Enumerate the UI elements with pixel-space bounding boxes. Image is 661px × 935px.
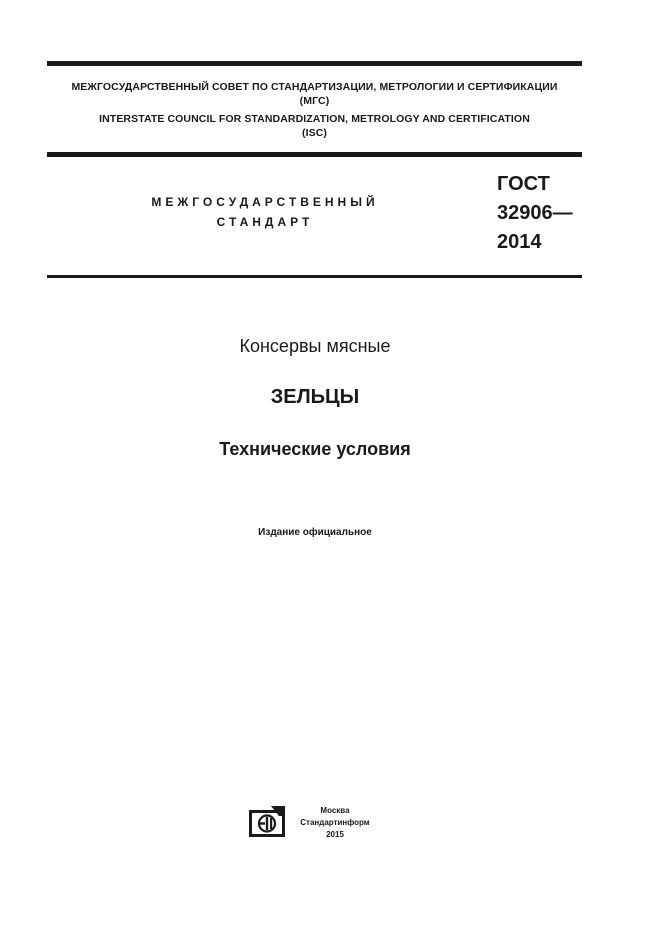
- publisher-name: Стандартинформ: [300, 818, 370, 827]
- standartinform-logo-icon: [249, 806, 287, 838]
- middle-rule: [47, 152, 582, 157]
- council-name-en-line1: INTERSTATE COUNCIL FOR STANDARDIZATION, METROLOGY AND CERTIFICATION: [99, 113, 530, 125]
- council-abbr-en: (ISC): [302, 127, 327, 139]
- gost-label: ГОСТ: [497, 173, 550, 195]
- standard-type-line2: СТАНДАРТ: [216, 215, 314, 229]
- council-abbr-ru: (МГС): [299, 95, 330, 107]
- publisher-block: [290, 805, 380, 841]
- gost-year: 2014: [497, 231, 542, 253]
- top-rule: [47, 61, 582, 66]
- gost-designation: [497, 170, 573, 257]
- edition-note: Издание официальное: [258, 527, 372, 538]
- standard-type-line1: МЕЖГОСУДАРСТВЕННЫЙ: [151, 195, 379, 209]
- document-subtitle: Технические условия: [219, 439, 411, 459]
- publisher-year: 2015: [326, 830, 344, 839]
- standard-type: [100, 192, 430, 232]
- council-name-en: [47, 112, 582, 140]
- bottom-rule: [47, 275, 582, 278]
- council-name-ru-line1: МЕЖГОСУДАРСТВЕННЫЙ СОВЕТ ПО СТАНДАРТИЗАЦИИ, МЕТРОЛОГИИ И СЕРТИФИКАЦИИ: [71, 81, 558, 93]
- product-category: Консервы мясные: [239, 336, 391, 356]
- gost-number: 32906—: [497, 202, 573, 224]
- document-title: ЗЕЛЬЦЫ: [270, 386, 360, 408]
- publisher-city: Москва: [320, 806, 350, 815]
- council-name-ru: [47, 80, 582, 108]
